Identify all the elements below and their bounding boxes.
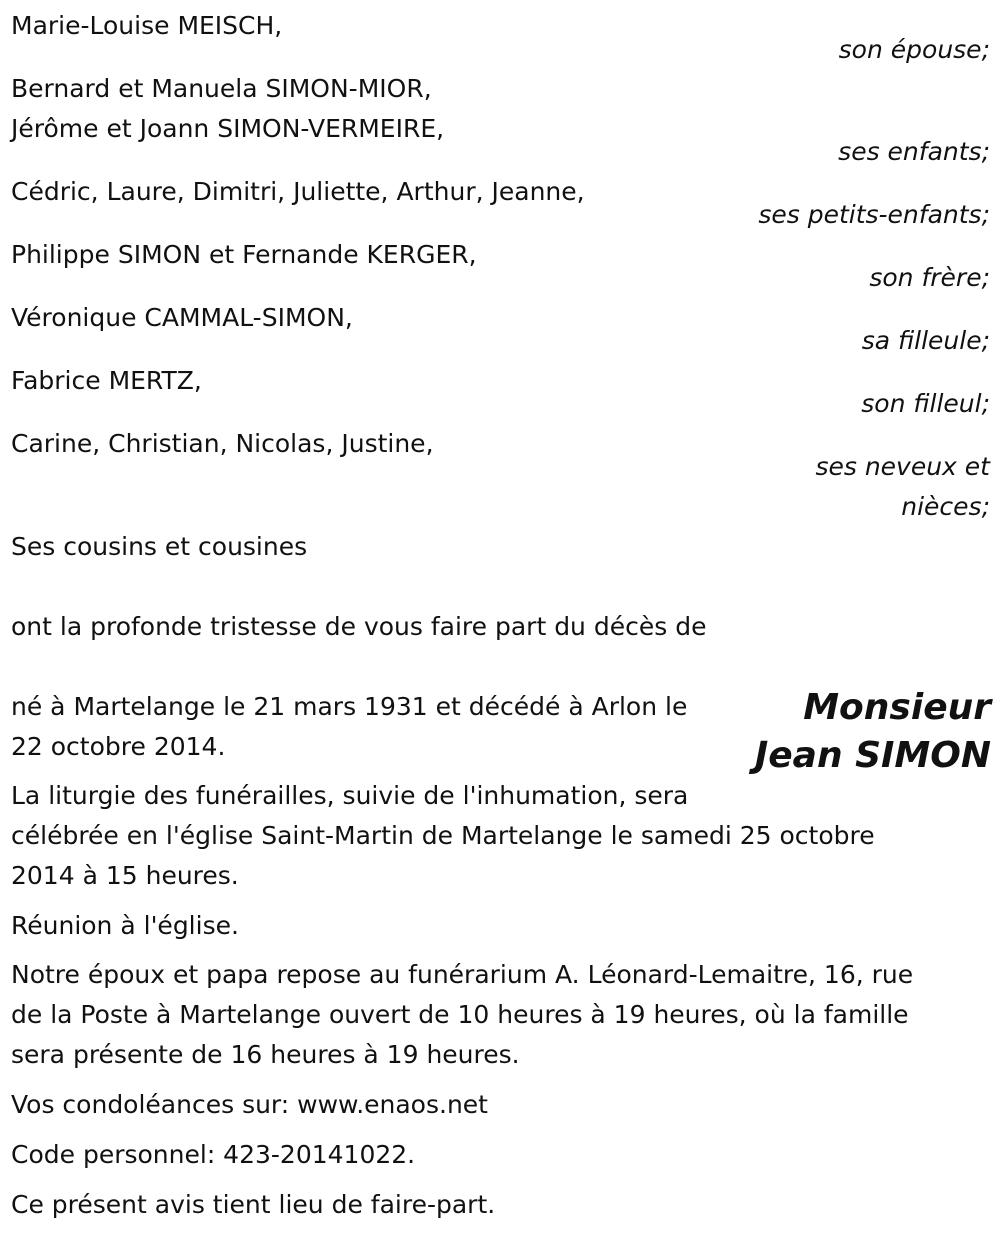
relation-label: ses neveux et <box>815 452 990 481</box>
relation-label: sa filleule; <box>861 326 990 355</box>
relation-label: nièces; <box>901 492 990 521</box>
relation-label: son frère; <box>869 263 990 292</box>
relation-label: son épouse; <box>838 35 990 64</box>
relative-name-line: Jérôme et Joann SIMON-VERMEIRE, <box>11 114 445 143</box>
relation-label: ses enfants; <box>838 137 990 166</box>
deceased-name <box>755 684 991 780</box>
relative-name-line: Carine, Christian, Nicolas, Justine, <box>11 429 434 458</box>
deceased-title: Monsieur <box>803 687 991 728</box>
relation-label: ses petits-enfants; <box>758 200 990 229</box>
funerarium-line: sera présente de 16 heures à 19 heures. <box>11 1040 520 1069</box>
deceased-full-name: Jean SIMON <box>754 735 991 776</box>
relative-name-line: Cédric, Laure, Dimitri, Juliette, Arthur, Jeanne, <box>11 177 585 206</box>
funerarium-line: de la Poste à Martelange ouvert de 10 heures à 19 heures, où la famille <box>11 1000 909 1029</box>
relation-label: son filleul; <box>861 389 990 418</box>
birth-death-line: né à Martelange le 21 mars 1931 et décédé à Arlon le <box>11 692 688 721</box>
condolences-line: Vos condoléances sur: www.enaos.net <box>11 1090 488 1119</box>
personal-code-line: Code personnel: 423-20141022. <box>11 1140 416 1169</box>
liturgy-line: 2014 à 15 heures. <box>11 861 239 890</box>
relative-name-line: Bernard et Manuela SIMON-MIOR, <box>11 74 432 103</box>
liturgy-line: La liturgie des funérailles, suivie de l'inhumation, sera <box>11 781 689 810</box>
funerarium-line: Notre époux et papa repose au funérarium A. Léonard-Lemaitre, 16, rue <box>11 960 914 989</box>
announcement-line: ont la profonde tristesse de vous faire part du décès de <box>11 612 707 641</box>
relative-name-line: Philippe SIMON et Fernande KERGER, <box>11 240 477 269</box>
liturgy-line: célébrée en l'église Saint-Martin de Martelange le samedi 25 octobre <box>11 821 875 850</box>
relative-name-line: Fabrice MERTZ, <box>11 366 202 395</box>
closing-line: Ce présent avis tient lieu de faire-part. <box>11 1190 496 1219</box>
relative-name-line: Véronique CAMMAL-SIMON, <box>11 303 353 332</box>
reunion-line: Réunion à l'église. <box>11 911 239 940</box>
relative-name-line: Marie-Louise MEISCH, <box>11 11 283 40</box>
birth-death-line: 22 octobre 2014. <box>11 732 226 761</box>
cousins-line: Ses cousins et cousines <box>11 532 308 561</box>
